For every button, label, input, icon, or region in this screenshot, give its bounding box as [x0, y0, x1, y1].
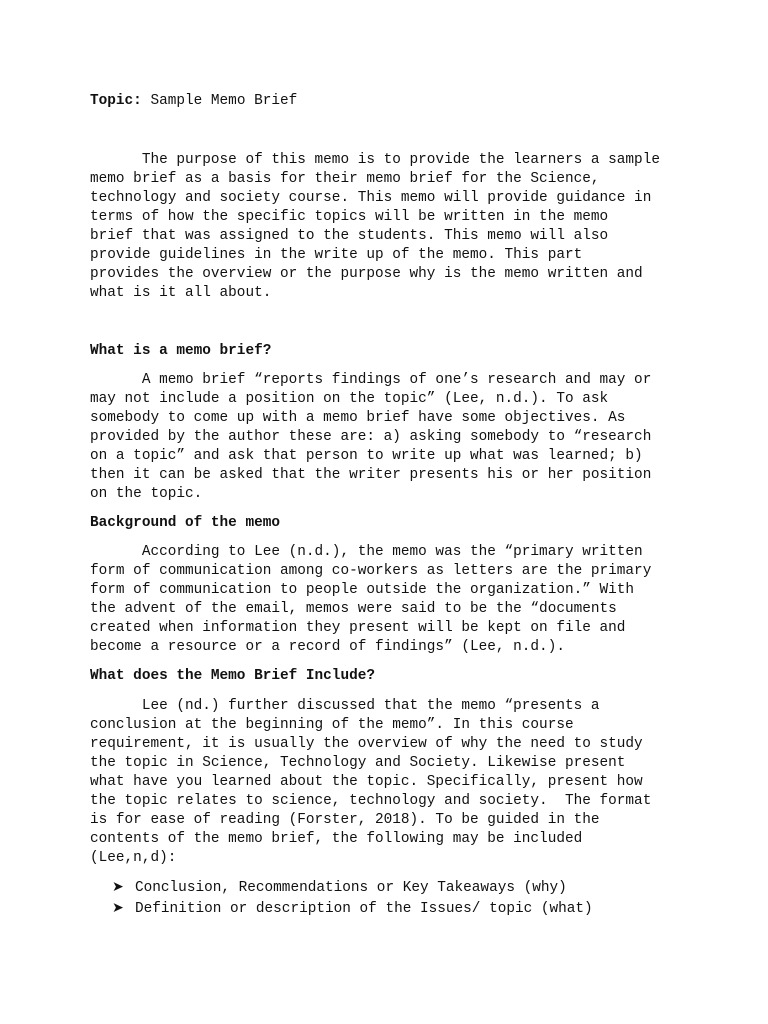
text-line: on the topic. [90, 486, 203, 502]
text-line: the topic relates to science, technology and society. The format [90, 793, 652, 809]
text-line: memo brief as a basis for their memo brief for the Science, [90, 171, 600, 187]
text-line: form of communication to people outside the organization.” With [90, 582, 635, 598]
text-line: form of communication among co-workers as letters are the primary [90, 563, 652, 579]
text-line: (Lee,n,d): [90, 850, 177, 866]
section-heading: What is a memo brief? [90, 343, 272, 359]
text-line: The purpose of this memo is to provide the learners a sample [90, 152, 660, 168]
list-item-text: Definition or description of the Issues/ topic (what) [135, 901, 593, 917]
text-line: created when information they present will be kept on file and [90, 620, 626, 636]
text-line: on a topic” and ask that person to write up what was learned; b) [90, 448, 643, 464]
topic-line [90, 92, 690, 111]
text-line: provided by the author these are: a) asking somebody to “research [90, 429, 652, 445]
text-line: technology and society course. This memo will provide guidance in [90, 190, 652, 206]
section-paragraph [90, 371, 690, 504]
text-line: is for ease of reading (Forster, 2018). To be guided in the [90, 812, 600, 828]
list-item [112, 878, 712, 898]
text-line: what is it all about. [90, 285, 272, 301]
topic-label: Topic: [90, 93, 142, 109]
text-line: somebody to come up with a memo brief have some objectives. As [90, 410, 626, 426]
text-line: provide guidelines in the write up of the memo. This part [90, 247, 583, 263]
intro-paragraph [90, 151, 690, 303]
text-line: Lee (nd.) further discussed that the memo “presents a [90, 698, 600, 714]
list-item [112, 899, 712, 919]
arrow-bullet-icon: ➤ [112, 879, 124, 895]
text-line: then it can be asked that the writer presents his or her position [90, 467, 652, 483]
text-line: what have you learned about the topic. Specifically, present how [90, 774, 643, 790]
section-heading: Background of the memo [90, 515, 280, 531]
arrow-bullet-icon: ➤ [112, 900, 124, 916]
text-line: conclusion at the beginning of the memo”. In this course [90, 717, 574, 733]
text-line: the topic in Science, Technology and Society. Likewise present [90, 755, 626, 771]
section-paragraph [90, 543, 690, 657]
text-line: contents of the memo brief, the following may be included [90, 831, 583, 847]
text-line: the advent of the email, memos were said to be the “documents [90, 601, 617, 617]
list-item-text: Conclusion, Recommendations or Key Takeaways (why) [135, 880, 567, 896]
section-paragraph [90, 697, 690, 868]
text-line: requirement, it is usually the overview of why the need to study [90, 736, 643, 752]
text-line: may not include a position on the topic” (Lee, n.d.). To ask [90, 391, 609, 407]
section-heading: What does the Memo Brief Include? [90, 668, 375, 684]
text-line: become a resource or a record of findings” (Lee, n.d.). [90, 639, 565, 655]
text-line: A memo brief “reports findings of one’s research and may or [90, 372, 652, 388]
topic-value: Sample Memo Brief [141, 93, 298, 109]
text-line: brief that was assigned to the students. This memo will also [90, 228, 609, 244]
text-line: terms of how the specific topics will be written in the memo [90, 209, 609, 225]
text-line: According to Lee (n.d.), the memo was the “primary written [90, 544, 643, 560]
text-line: provides the overview or the purpose why is the memo written and [90, 266, 643, 282]
